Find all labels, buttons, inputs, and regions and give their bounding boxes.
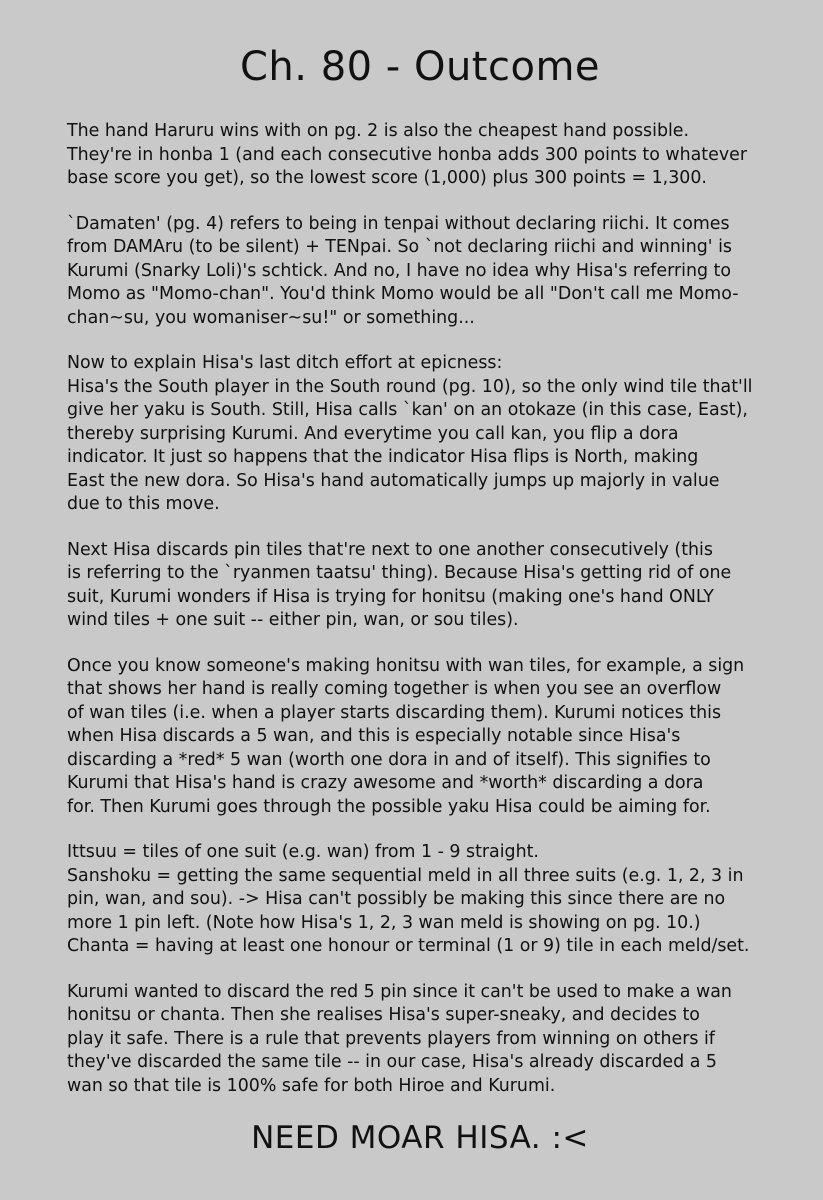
note-paragraph	[67, 213, 773, 331]
note-line: The hand Haruru wins with on pg. 2 is also the cheapest hand possible.	[67, 121, 690, 141]
note-line: East the new dora. So Hisa's hand automatically jumps up majorly in value	[67, 470, 720, 491]
note-line: suit, Kurumi wonders if Hisa is trying for honitsu (making one's hand ONLY	[67, 586, 714, 607]
note-line: Hisa's the South player in the South round (pg. 10), so the only wind tile that'll	[67, 376, 753, 397]
note-line: Now to explain Hisa's last ditch effort at epicness:	[67, 353, 503, 373]
note-line: due to this move.	[67, 494, 220, 514]
note-paragraph	[67, 655, 773, 820]
note-line: indicator. It just so happens that the indicator Hisa flips is North, making	[67, 447, 699, 467]
note-paragraph	[67, 352, 773, 517]
note-line: They're in honba 1 (and each consecutive honba adds 300 points to whatever	[67, 144, 747, 165]
note-line: of wan tiles (i.e. when a player starts discarding them). Kurumi notices this	[67, 702, 722, 723]
note-line: when Hisa discards a 5 wan, and this is especially notable since Hisa's	[67, 726, 681, 746]
note-line: Next Hisa discards pin tiles that're next to one another consecutively (this	[67, 539, 713, 560]
note-line: play it safe. There is a rule that prevents players from winning on others if	[67, 1028, 715, 1049]
note-line: Kurumi (Snarky Loli)'s schtick. And no, I have no idea why Hisa's referring to	[67, 260, 732, 281]
note-line: wan so that tile is 100% safe for both Hiroe and Kurumi.	[67, 1075, 556, 1096]
note-line: thereby surprising Kurumi. And everytime you call kan, you flip a dora	[67, 423, 679, 444]
page-title: Ch. 80 - Outcome	[239, 44, 601, 90]
note-paragraph	[67, 120, 773, 191]
note-line: more 1 pin left. (Note how Hisa's 1, 2, 3 wan meld is showing on pg. 10.)	[67, 912, 701, 933]
note-line: give her yaku is South. Still, Hisa calls `kan' on an otokaze (in this case, East),	[67, 400, 748, 420]
signoff-text: NEED MOAR HISA. :<	[251, 1120, 589, 1156]
note-line: they've discarded the same tile -- in our case, Hisa's already discarded a 5	[67, 1052, 717, 1072]
note-line: base score you get), so the lowest score (1,000) plus 300 points = 1,300.	[67, 168, 707, 188]
note-line: Chanta = having at least one honour or terminal (1 or 9) tile in each meld/set.	[67, 936, 750, 956]
note-line: wind tiles + one suit -- either pin, wan, or sou tiles).	[67, 610, 519, 630]
note-line: for. Then Kurumi goes through the possible yaku Hisa could be aiming for.	[67, 796, 711, 817]
note-line: from DAMAru (to be silent) + TENpai. So `not declaring riichi and winning' is	[67, 237, 732, 257]
note-line: Kurumi that Hisa's hand is crazy awesome and *worth* discarding a dora	[67, 773, 704, 793]
note-line: Kurumi wanted to discard the red 5 pin since it can't be used to make a wan	[67, 981, 732, 1002]
note-line: is referring to the `ryanmen taatsu' thing). Because Hisa's getting rid of one	[67, 563, 732, 583]
note-line: honitsu or chanta. Then she realises Hisa's super-sneaky, and decides to	[67, 1005, 700, 1025]
note-line: pin, wan, and sou). -> Hisa can't possibly be making this since there are no	[67, 889, 726, 909]
note-paragraph	[67, 981, 773, 1099]
note-line: Momo as "Momo-chan". You'd think Momo would be all "Don't call me Momo-	[67, 284, 739, 304]
notes-body	[67, 120, 773, 1098]
note-line: Sanshoku = getting the same sequential meld in all three suits (e.g. 1, 2, 3 in	[67, 865, 744, 886]
note-line: Once you know someone's making honitsu with wan tiles, for example, a sign	[67, 655, 745, 676]
note-line: chan~su, you womaniser~su!" or something...	[67, 307, 475, 328]
note-line: Ittsuu = tiles of one suit (e.g. wan) from 1 - 9 straight.	[67, 842, 539, 862]
note-line: that shows her hand is really coming together is when you see an overflow	[67, 679, 722, 699]
note-paragraph	[67, 841, 773, 959]
note-paragraph	[67, 539, 773, 633]
note-line: discarding a *red* 5 wan (worth one dora in and of itself). This signifies to	[67, 749, 711, 770]
note-line: `Damaten' (pg. 4) refers to being in tenpai without declaring riichi. It comes	[67, 213, 730, 234]
